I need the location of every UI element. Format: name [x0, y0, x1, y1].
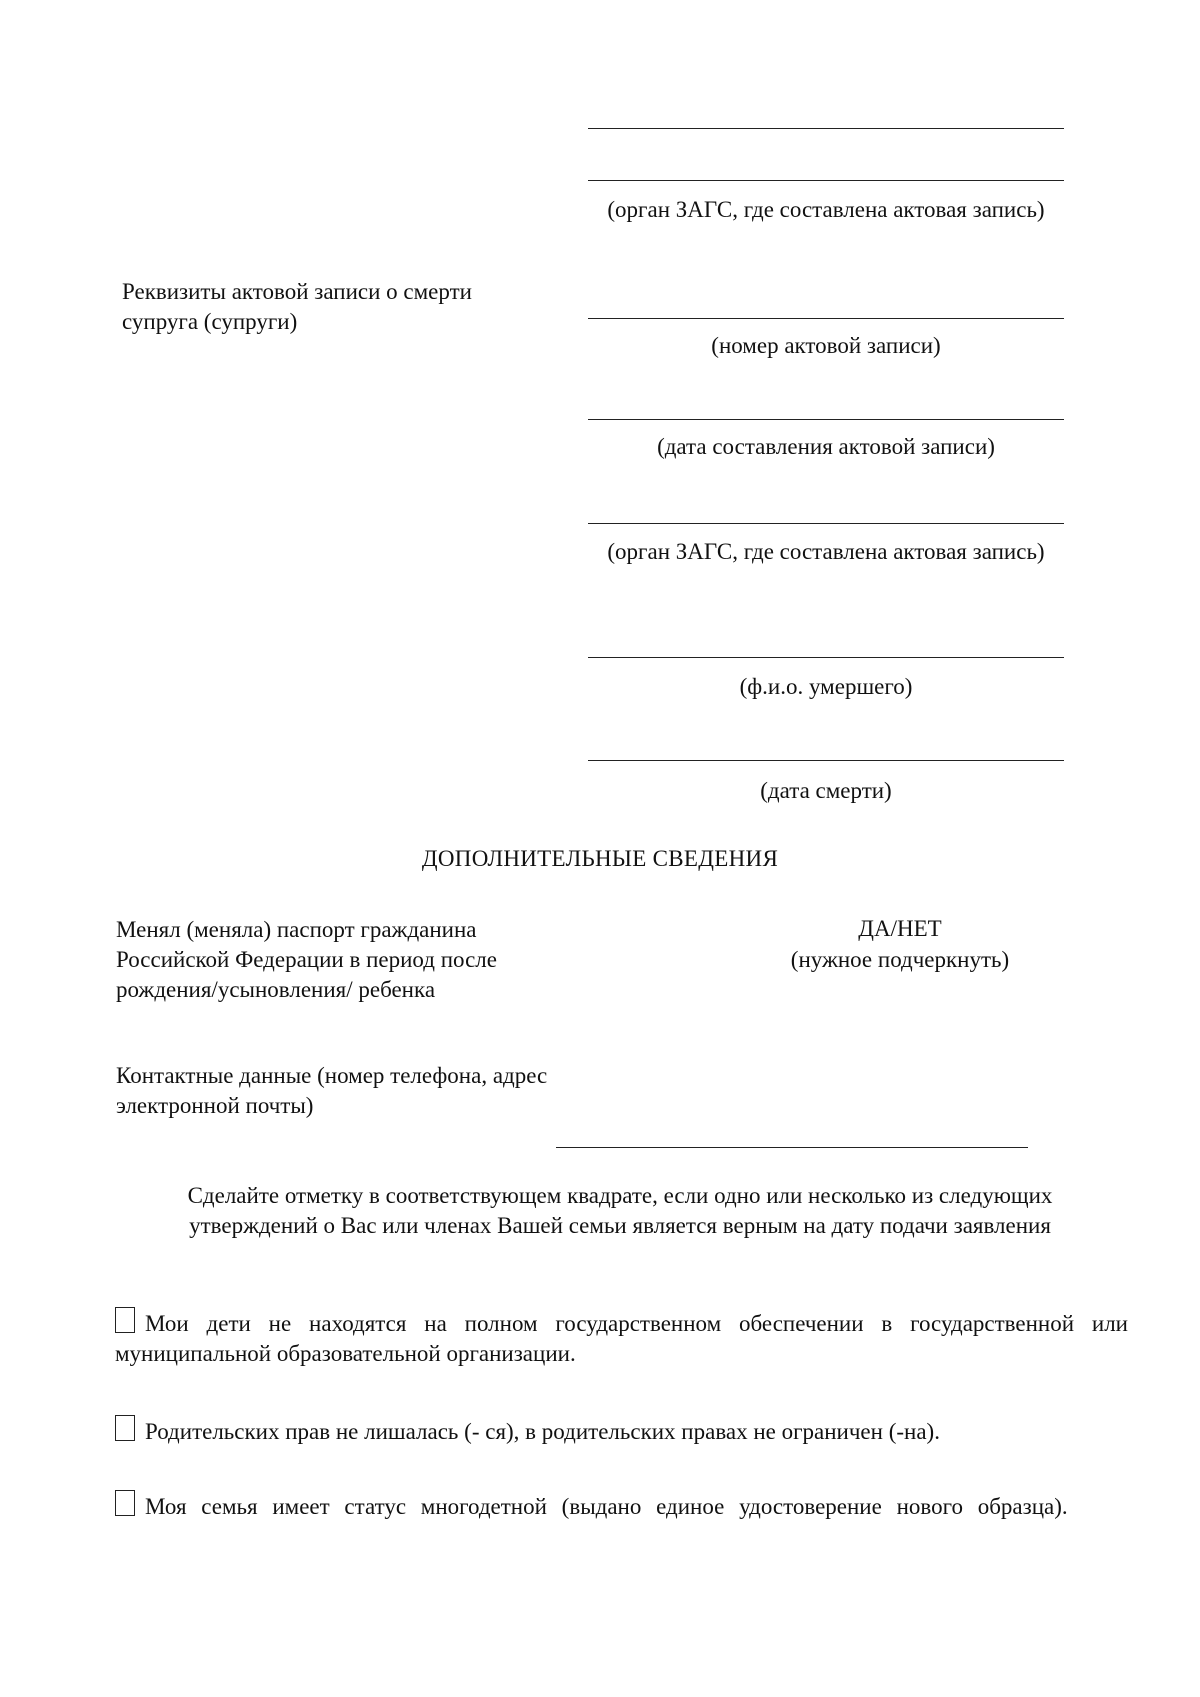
blank-line-date[interactable]	[588, 419, 1064, 420]
checkbox-instructions: Сделайте отметку в соответствующем квадрате, если одно или несколько из следующих утверждений о Вас или членах Вашей семьи является верным на дату подачи заявления	[187, 1183, 1053, 1238]
checkbox-large-family[interactable]	[115, 1490, 135, 1516]
blank-line-1[interactable]	[588, 128, 1064, 129]
contacts-label: Контактные данные (номер телефона, адрес электронной почты)	[116, 1063, 548, 1118]
caption-zags-1: (орган ЗАГС, где составлена актовая запись)	[607, 197, 1045, 222]
statement-large-family-text: Моя семья имеет статус многодетной (выдано единое удостоверение нового образца).	[145, 1494, 1068, 1519]
caption-fio: (ф.и.о. умершего)	[739, 674, 913, 699]
yes-no-hint: (нужное подчеркнуть)	[790, 947, 1010, 972]
caption-record-number: (номер актовой записи)	[711, 333, 941, 358]
caption-death-date: (дата смерти)	[760, 778, 892, 803]
yes-no-answer[interactable]: ДА/НЕТ	[858, 916, 942, 941]
statement-parental-rights-text: Родительских прав не лишалась (- ся), в родительских правах не ограничен (-на).	[145, 1419, 940, 1444]
blank-line-zags-2[interactable]	[588, 523, 1064, 524]
statement-children-support-text: Мои дети не находятся на полном государственном обеспечении в государственной или муниципальной образовательной организации.	[115, 1311, 1128, 1366]
statement-large-family	[115, 1490, 1128, 1522]
caption-zags-2: (орган ЗАГС, где составлена актовая запись)	[607, 539, 1045, 564]
caption-record-date: (дата составления актовой записи)	[657, 434, 995, 459]
statement-children-support	[115, 1307, 1128, 1369]
contacts-blank-line[interactable]	[556, 1147, 1028, 1148]
blank-line-2[interactable]	[588, 180, 1064, 181]
passport-question: Менял (меняла) паспорт гражданина Российской Федерации в период после рождения/усыновления/ ребенка	[116, 917, 497, 1002]
checkbox-children-support[interactable]	[115, 1307, 135, 1333]
blank-line-number[interactable]	[588, 318, 1064, 319]
statement-parental-rights	[115, 1415, 1128, 1447]
blank-line-death-date[interactable]	[588, 760, 1064, 761]
checkbox-parental-rights[interactable]	[115, 1415, 135, 1441]
additional-info-heading: ДОПОЛНИТЕЛЬНЫЕ СВЕДЕНИЯ	[421, 846, 779, 871]
blank-line-fio[interactable]	[588, 657, 1064, 658]
act-record-label: Реквизиты актовой записи о смерти супруга (супруги)	[122, 279, 472, 334]
